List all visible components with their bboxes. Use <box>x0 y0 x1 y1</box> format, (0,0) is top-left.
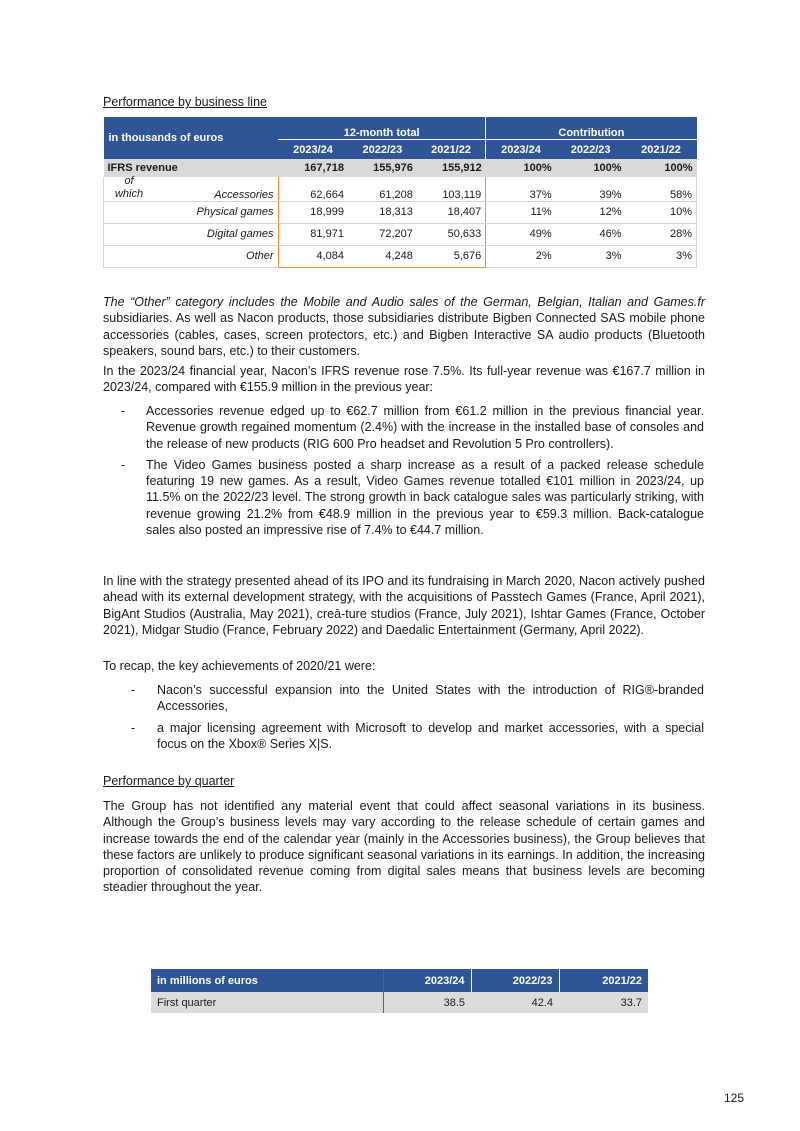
list-item-text: Accessories revenue edged up to €62.7 million from €61.2 million in the previous financial year. Revenue growth regained momentum (2.4%) with the increase in the installed base of consoles and the release of new products (RIG 600 Pro headset and Revolution 5 Pro controllers). <box>146 404 704 451</box>
cell: 61,208 <box>348 177 417 201</box>
paragraph-revenue: In the 2023/24 financial year, Nacon’s IFRS revenue rose 7.5%. Its full-year revenue was €167.7 million in 2023/24, compared with €155.9 million in the previous year: <box>103 364 705 395</box>
cell: 49% <box>486 223 556 245</box>
table-row <box>104 201 697 223</box>
paragraph-quarter: The Group has not identified any material event that could affect seasonal variations in its business. Although the Group’s business levels may vary according to the release schedule of certain games and increase towards the end of the calendar year (mainly in the Accessories business), the Group believes that these factors are unlikely to produce significant seasonal variations in its earnings. In addition, the increasing proportion of consolidated revenue coming from digital sales means that business levels are becoming steadier throughout the year. <box>103 799 705 895</box>
table-row <box>104 223 697 245</box>
cell: 4,248 <box>348 245 417 267</box>
list-item <box>121 403 704 452</box>
cell: 2% <box>486 245 556 267</box>
quarterly-revenue-table <box>151 969 648 1013</box>
revenue-by-business-line-table <box>103 117 697 268</box>
row-label-cell <box>104 177 279 201</box>
cell: 155,912 <box>417 159 486 177</box>
cell: 100% <box>486 159 556 177</box>
cell: 39% <box>556 177 626 201</box>
list-item <box>121 457 704 538</box>
cell: 100% <box>556 159 626 177</box>
cell: 10% <box>626 201 697 223</box>
cell: 18,407 <box>417 201 486 223</box>
row-label: IFRS revenue <box>104 159 279 177</box>
paragraph-other-italic: The “Other” category includes the Mobile and Audio sales of the German, Belgian, Italian and Games.fr <box>103 295 705 309</box>
cell: 50,633 <box>417 223 486 245</box>
cell: 42.4 <box>471 992 559 1013</box>
paragraph-other-rest: subsidiaries. As well as Nacon products, those subsidiaries distribute Bigben Connected SAS mobile phone accessories (cables, cases, screen protectors, etc.) and Bigben Interactive SA audio products (Bluetooth speakers, sound bars, etc.) to their customers. <box>103 311 705 358</box>
cell: 3% <box>556 245 626 267</box>
table-row <box>151 992 648 1013</box>
table-corner-header: in thousands of euros <box>108 132 224 144</box>
cell: 62,664 <box>278 177 348 201</box>
list-item-text: a major licensing agreement with Microsoft to develop and market accessories, with a special focus on the Xbox® Series X|S. <box>157 720 704 751</box>
cell: 4,084 <box>278 245 348 267</box>
cell: 5,676 <box>417 245 486 267</box>
paragraph-other-category <box>103 294 705 359</box>
table-row-total <box>104 159 697 177</box>
column-header: 2022/23 <box>471 969 559 992</box>
cell: 18,999 <box>278 201 348 223</box>
bullet-list-revenue <box>121 403 704 538</box>
row-label: First quarter <box>151 992 383 1013</box>
section-heading-quarter: Performance by quarter <box>103 774 235 788</box>
bullet-dash: - <box>121 457 126 472</box>
cell: 100% <box>626 159 697 177</box>
section-heading-business-line: Performance by business line <box>103 95 267 109</box>
column-header: 2022/23 <box>348 140 417 160</box>
bullet-dash: - <box>131 720 136 735</box>
list-item <box>131 682 704 715</box>
row-label: Accessories <box>214 188 274 201</box>
cell: 18,313 <box>348 201 417 223</box>
bullet-list-achievements <box>131 682 704 752</box>
of-which-label: of which <box>114 175 144 200</box>
cell: 72,207 <box>348 223 417 245</box>
cell: 33.7 <box>559 992 648 1013</box>
paragraph-strategy: In line with the strategy presented ahead of its IPO and its fundraising in March 2020, Nacon actively pushed ahead with its external development strategy, with the acquisitions of Passtech Games (France, April 2021), BigAnt Studios (Australia, May 2021), creā-ture studios (France, July 2021), Ishtar Games (France, October 2021), Midgar Studio (France, February 2022) and Daedalic Entertainment (Germany, April 2022). <box>103 574 705 637</box>
table-corner-header: in millions of euros <box>151 969 383 992</box>
cell: 167,718 <box>278 159 348 177</box>
cell: 28% <box>626 223 697 245</box>
cell: 81,971 <box>278 223 348 245</box>
cell: 155,976 <box>348 159 417 177</box>
row-label: Digital games <box>104 223 279 245</box>
cell: 58% <box>626 177 697 201</box>
column-header: 2023/24 <box>278 140 348 160</box>
bullet-dash: - <box>131 683 136 697</box>
cell: 12% <box>556 201 626 223</box>
cell: 3% <box>626 245 697 267</box>
list-item-text: Nacon’s successful expansion into the United States with the introduction of RIG®-branded Accessories, <box>157 683 704 714</box>
group-header-contribution: Contribution <box>486 117 697 140</box>
cell: 46% <box>556 223 626 245</box>
column-header: 2021/22 <box>417 140 486 160</box>
table-row <box>104 177 697 201</box>
row-label: Other <box>104 245 279 267</box>
list-item-text: The Video Games business posted a sharp increase as a result of a packed release schedule featuring 19 new games. As a result, Video Games revenue totalled €101 million in 2023/24, up 11.5% on the 2022/23 level. The strong growth in back catalogue sales was particularly striking, with revenue growing 21.2% from €48.9 million in the previous year to €59.3 million. Back-catalogue sales also posted an impressive rise of 7.4% to €44.7 million. <box>146 457 704 538</box>
column-header: 2021/22 <box>559 969 648 992</box>
group-header-12-month: 12-month total <box>343 127 420 139</box>
cell: 37% <box>486 177 556 201</box>
list-item <box>131 720 704 753</box>
cell: 38.5 <box>383 992 471 1013</box>
column-header: 2023/24 <box>486 140 556 160</box>
paragraph-recap: To recap, the key achievements of 2020/21 were: <box>103 659 376 673</box>
row-label: Physical games <box>104 201 279 223</box>
column-header: 2023/24 <box>383 969 471 992</box>
column-header: 2021/22 <box>626 140 697 160</box>
bullet-dash: - <box>121 404 126 418</box>
table-row <box>104 245 697 267</box>
cell: 103,119 <box>417 177 486 201</box>
cell: 11% <box>486 201 556 223</box>
page-number: 125 <box>724 1091 745 1105</box>
column-header: 2022/23 <box>556 140 626 160</box>
